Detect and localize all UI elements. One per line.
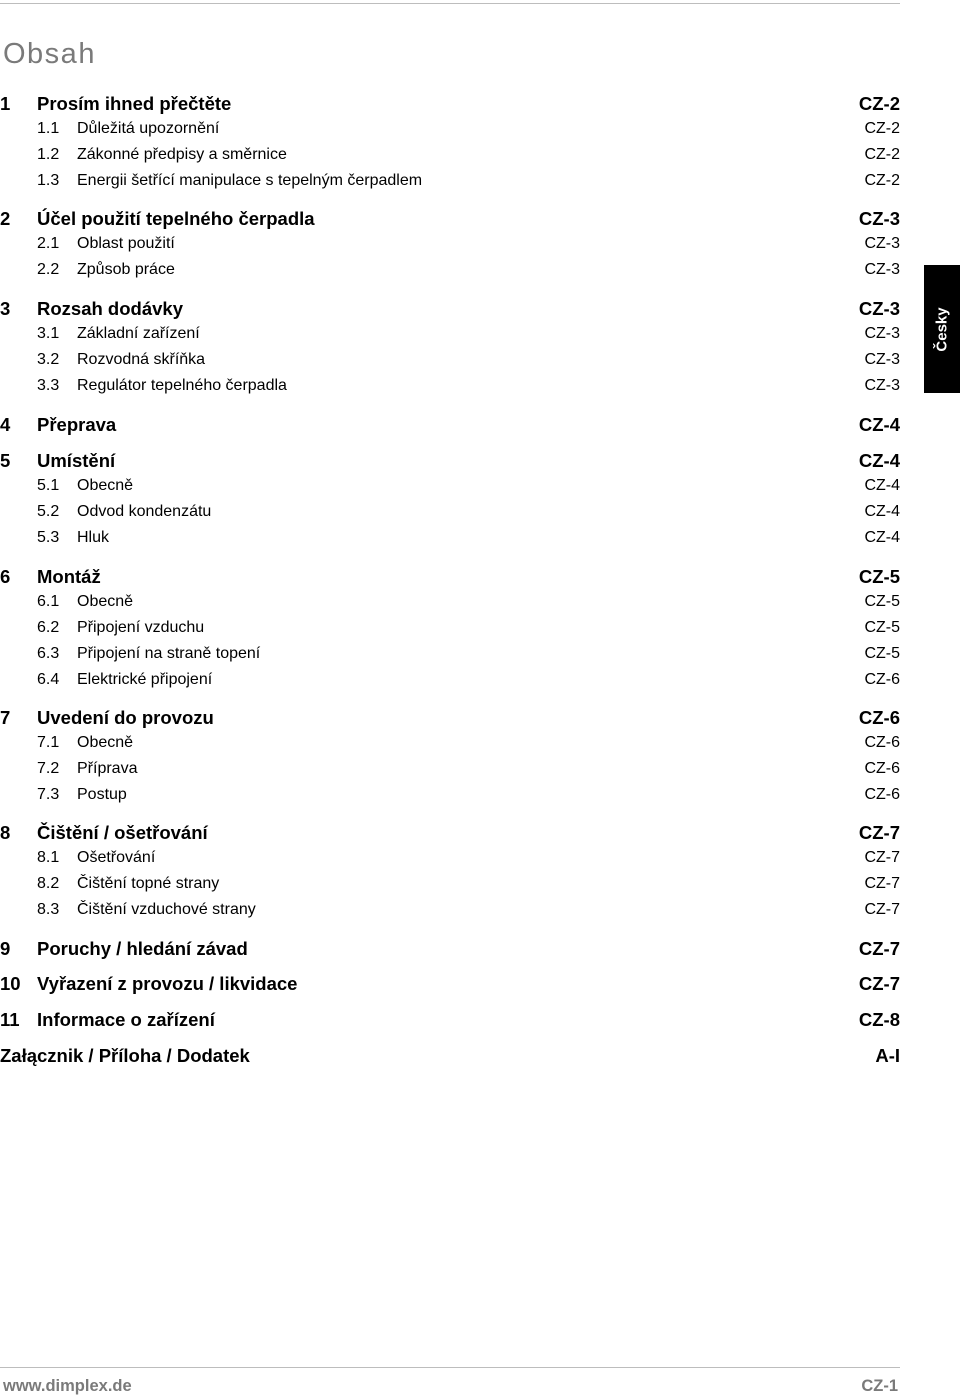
toc-page-number: CZ-2 — [864, 146, 900, 163]
toc-label: Informace o zařízení — [37, 1009, 215, 1030]
toc-number: 1.3 — [37, 172, 60, 189]
toc-section[interactable] — [0, 849, 900, 873]
toc-label: Poruchy / hledání závad — [37, 938, 248, 959]
toc-page-number: CZ-7 — [858, 938, 900, 959]
toc-number: 4 — [0, 414, 11, 435]
toc-chapter[interactable] — [0, 822, 900, 846]
toc-label: Účel použití tepelného čerpadla — [37, 208, 315, 229]
toc-page-number: CZ-3 — [864, 235, 900, 252]
toc-label: Připojení vzduchu — [77, 619, 205, 636]
bottom-rule — [0, 1367, 900, 1368]
toc-page-number: CZ-3 — [864, 377, 900, 394]
toc-page-number: CZ-7 — [864, 901, 900, 918]
toc-label: Elektrické připojení — [77, 671, 213, 688]
toc-page-number: CZ-5 — [858, 566, 900, 587]
toc-number: 3.2 — [37, 351, 60, 368]
toc-label: Uvedení do provozu — [37, 707, 214, 728]
toc-page-number: CZ-6 — [864, 760, 900, 777]
toc-label: Obecně — [77, 734, 134, 751]
toc-section[interactable] — [0, 120, 900, 144]
toc-number: 6 — [0, 566, 11, 587]
toc-page-number: CZ-6 — [864, 671, 900, 688]
toc-number: 3.1 — [37, 325, 60, 342]
toc-label: Obecně — [77, 477, 134, 494]
toc-chapter[interactable] — [0, 1009, 900, 1033]
toc-label: Důležitá upozornění — [77, 120, 220, 137]
toc-page-number: CZ-4 — [864, 477, 900, 494]
toc-number: 8.3 — [37, 901, 60, 918]
toc-chapter[interactable] — [0, 93, 900, 117]
toc-chapter[interactable] — [0, 208, 900, 232]
toc-number: 6.4 — [37, 671, 60, 688]
toc-chapter[interactable] — [0, 973, 900, 997]
toc-number: 6.2 — [37, 619, 60, 636]
toc-section[interactable] — [0, 901, 900, 925]
toc-number: 8.2 — [37, 875, 60, 892]
toc-section[interactable] — [0, 671, 900, 695]
toc-label: Přeprava — [37, 414, 117, 435]
toc-section[interactable] — [0, 172, 900, 196]
toc-label: Zákonné předpisy a směrnice — [77, 146, 287, 163]
toc-page-number: CZ-5 — [864, 593, 900, 610]
toc-number: 7.1 — [37, 734, 60, 751]
toc-label: Připojení na straně topení — [77, 645, 261, 662]
toc-section[interactable] — [0, 760, 900, 784]
toc-label: Montáž — [37, 566, 101, 587]
toc-section[interactable] — [0, 351, 900, 375]
toc-number: 2.2 — [37, 261, 60, 278]
toc-number: 3.3 — [37, 377, 60, 394]
toc-page-number: CZ-3 — [858, 208, 900, 229]
toc-label: Załącznik / Příloha / Dodatek — [0, 1045, 250, 1066]
toc-number: 8.1 — [37, 849, 60, 866]
toc-page-number: CZ-4 — [864, 503, 900, 520]
toc-number: 6.3 — [37, 645, 60, 662]
toc-chapter[interactable] — [0, 566, 900, 590]
toc-label: Čištění / ošetřování — [37, 822, 208, 843]
toc-number: 6.1 — [37, 593, 60, 610]
toc-chapter[interactable] — [0, 414, 900, 438]
toc-page-number: CZ-3 — [864, 261, 900, 278]
toc-label: Obecně — [77, 593, 134, 610]
toc-section[interactable] — [0, 377, 900, 401]
toc-chapter[interactable] — [0, 938, 900, 962]
toc-label: Příprava — [77, 760, 138, 777]
toc-number: 10 — [0, 973, 21, 994]
toc-number: 5 — [0, 450, 11, 471]
toc-label: Rozsah dodávky — [37, 298, 183, 319]
toc-label: Způsob práce — [77, 261, 175, 278]
toc-chapter[interactable] — [0, 1045, 900, 1069]
toc-page-number: CZ-2 — [864, 172, 900, 189]
toc-number: 8 — [0, 822, 11, 843]
toc-number: 1.1 — [37, 120, 60, 137]
toc-page-number: CZ-4 — [858, 414, 900, 435]
toc-label: Odvod kondenzátu — [77, 503, 212, 520]
toc-number: 9 — [0, 938, 11, 959]
toc-section[interactable] — [0, 503, 900, 527]
toc-number: 5.2 — [37, 503, 60, 520]
toc-section[interactable] — [0, 235, 900, 259]
toc-section[interactable] — [0, 593, 900, 617]
toc-page-number: CZ-4 — [858, 450, 900, 471]
toc-page-number: CZ-5 — [864, 645, 900, 662]
toc-page-number: A-I — [875, 1045, 900, 1066]
toc-chapter[interactable] — [0, 450, 900, 474]
footer-page-number: CZ-1 — [861, 1377, 898, 1395]
toc-page-number: CZ-2 — [858, 93, 900, 114]
toc-label: Regulátor tepelného čerpadla — [77, 377, 287, 394]
toc-section[interactable] — [0, 619, 900, 643]
toc-page-number: CZ-5 — [864, 619, 900, 636]
toc-page-number: CZ-3 — [858, 298, 900, 319]
toc-label: Rozvodná skříňka — [77, 351, 206, 368]
toc-label: Vyřazení z provozu / likvidace — [37, 973, 298, 994]
toc-page-number: CZ-6 — [864, 786, 900, 803]
toc-page-number: CZ-7 — [858, 822, 900, 843]
toc-number: 3 — [0, 298, 11, 319]
toc-section[interactable] — [0, 146, 900, 170]
toc-chapter[interactable] — [0, 707, 900, 731]
toc-section[interactable] — [0, 325, 900, 349]
toc-number: 11 — [0, 1009, 20, 1030]
toc-section[interactable] — [0, 786, 900, 810]
toc-label: Oblast použití — [77, 235, 175, 252]
toc-label: Umístění — [37, 450, 116, 471]
toc-section[interactable] — [0, 261, 900, 285]
toc-page-number: CZ-7 — [858, 973, 900, 994]
toc-section[interactable] — [0, 645, 900, 669]
toc-number: 1.2 — [37, 146, 60, 163]
toc-page-number: CZ-3 — [864, 351, 900, 368]
toc-label: Prosím ihned přečtěte — [37, 93, 232, 114]
toc-number: 5.1 — [37, 477, 60, 494]
toc-number: 5.3 — [37, 529, 60, 546]
toc-number: 7.2 — [37, 760, 60, 777]
toc-page-number: CZ-8 — [858, 1009, 900, 1030]
toc-label: Čištění vzduchové strany — [77, 901, 256, 918]
toc-section[interactable] — [0, 875, 900, 899]
language-tab[interactable] — [924, 265, 960, 393]
language-tab-label: Česky — [933, 306, 951, 352]
toc-label: Čištění topné strany — [77, 875, 220, 892]
page-title: Obsah — [3, 38, 96, 70]
toc-number: 2.1 — [37, 235, 60, 252]
toc-page-number: CZ-4 — [864, 529, 900, 546]
toc-page-number: CZ-6 — [858, 707, 900, 728]
toc-chapter[interactable] — [0, 298, 900, 322]
toc-number: 7 — [0, 707, 11, 728]
toc-number: 7.3 — [37, 786, 60, 803]
toc-page-number: CZ-2 — [864, 120, 900, 137]
toc-section[interactable] — [0, 734, 900, 758]
toc-label: Hluk — [77, 529, 110, 546]
toc-page-number: CZ-3 — [864, 325, 900, 342]
toc-number: 1 — [0, 93, 11, 114]
toc-label: Energii šetřící manipulace s tepelným čerpadlem — [77, 172, 423, 189]
toc-page-number: CZ-7 — [864, 849, 900, 866]
toc-page-number: CZ-6 — [864, 734, 900, 751]
top-rule — [0, 3, 900, 4]
footer-url[interactable]: www.dimplex.de — [3, 1377, 132, 1395]
toc-page-number: CZ-7 — [864, 875, 900, 892]
toc-label: Základní zařízení — [77, 325, 200, 342]
toc-number: 2 — [0, 208, 11, 229]
toc-label: Postup — [77, 786, 127, 803]
toc-section[interactable] — [0, 529, 900, 553]
toc-section[interactable] — [0, 477, 900, 501]
toc-label: Ošetřování — [77, 849, 156, 866]
